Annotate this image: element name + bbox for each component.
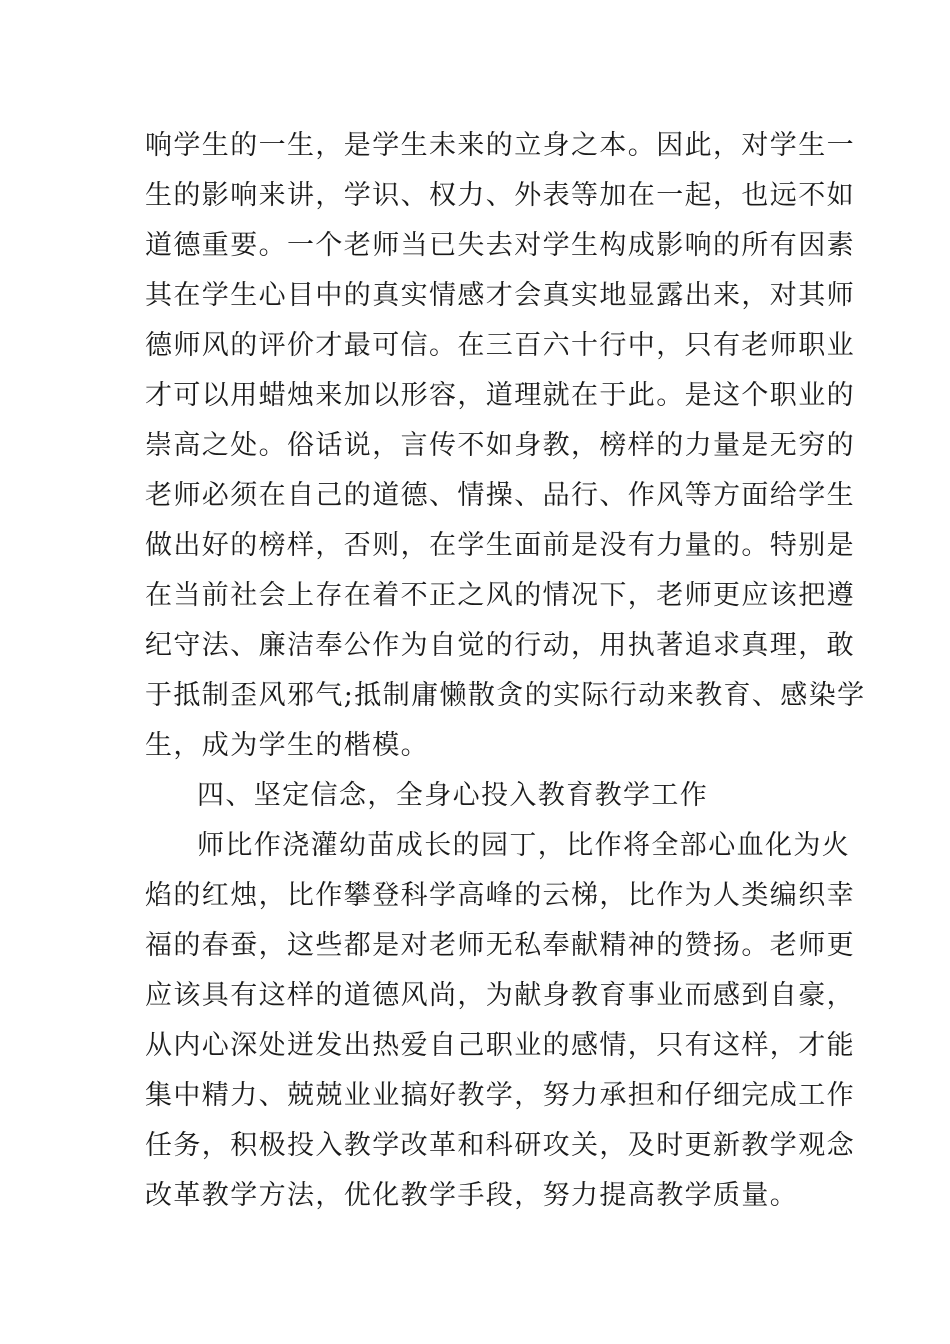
text-line: 德师风的评价才最可信。在三百六十行中，只有老师职业	[145, 330, 855, 361]
text-line: 老师必须在自己的道德、情操、品行、作风等方面给学生	[145, 480, 855, 511]
text-line: 在当前社会上存在着不正之风的情况下，老师更应该把遵	[145, 580, 855, 611]
text-line: 焰的红烛，比作攀登科学高峰的云梯，比作为人类编织幸	[145, 880, 855, 911]
text-line: 生，成为学生的楷模。	[145, 730, 429, 761]
text-line: 生的影响来讲，学识、权力、外表等加在一起，也远不如	[145, 180, 855, 211]
body-text	[145, 121, 866, 1221]
text-line: 应该具有这样的道德风尚，为献身教育事业而感到自豪，	[145, 980, 855, 1011]
text-line: 其在学生心目中的真实情感才会真实地显露出来，对其师	[145, 280, 855, 311]
text-line: 崇高之处。俗话说，言传不如身教，榜样的力量是无穷的	[145, 430, 855, 461]
text-line: 改革教学方法，优化教学手段，努力提高教学质量。	[145, 1180, 799, 1211]
text-line: 任务，积极投入教学改革和科研攻关，及时更新教学观念	[145, 1130, 855, 1161]
text-line: 福的春蚕，这些都是对老师无私奉献精神的赞扬。老师更	[145, 930, 855, 961]
text-line: 于抵制歪风邪气;抵制庸懒散贪的实际行动来教育、感染学	[145, 680, 866, 711]
paragraph-start-line: 师比作浇灌幼苗成长的园丁，比作将全部心血化为火	[197, 830, 851, 861]
text-line: 才可以用蜡烛来加以形容，道理就在于此。是这个职业的	[145, 380, 855, 411]
text-line: 从内心深处迸发出热爱自己职业的感情，只有这样，才能	[145, 1030, 855, 1061]
text-line: 集中精力、兢兢业业搞好教学，努力承担和仔细完成工作	[145, 1080, 855, 1111]
section-heading: 四、坚定信念，全身心投入教育教学工作	[197, 780, 709, 811]
text-line: 道德重要。一个老师当已失去对学生构成影响的所有因素	[145, 230, 855, 261]
text-line: 做出好的榜样，否则，在学生面前是没有力量的。特别是	[145, 530, 855, 561]
text-line: 响学生的一生，是学生未来的立身之本。因此，对学生一	[145, 130, 855, 161]
text-line: 纪守法、廉洁奉公作为自觉的行动，用执著追求真理，敢	[145, 630, 855, 661]
